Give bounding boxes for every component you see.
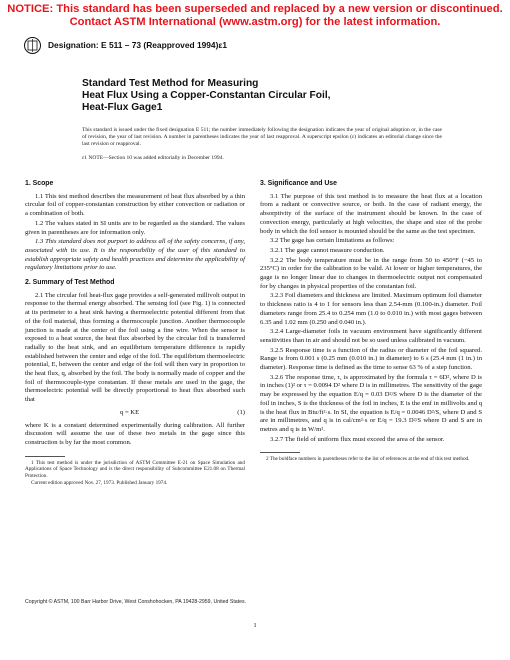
- footnotes-left: [25, 460, 245, 487]
- para-3-2-6: 3.2.6 The response time, τ, is approximated by the formula τ = 6D², where D is in inches (1)² or τ = 0.0094 D² where D is in millimetres. The sensitivity of the gage may be expressed by the equation E/q = 0.03 D²/S where D is the diameter of the foil in inches, S is the thickness of the foil in inches, E is the emf in millivolts and q is the heat flux in Btu/ft²·s. In SI, the equation is E/q = 0.0046 D²/S, where D and S are in millimetres, and q is in cal/cm²·s or E/q = 19.3 D²/S where D and S are in metres and q is in W/m².: [260, 373, 482, 433]
- notice-line-2: Contact ASTM International (www.astm.org) for the latest information.: [69, 16, 441, 28]
- footnote-1: 1 This test method is under the jurisdiction of ASTM Committee E-21 on Space Simulation and Applications of Space Technology and is the direct responsibility of Subcommittee E21.08 on Thermal Protection.: [25, 459, 245, 479]
- designation: Designation: E 511 – 73 (Reapproved 1994)ε1: [48, 40, 227, 50]
- issued-statement: This standard is issued under the fixed designation E 511; the number immediately following the designation indicates the year of original adoption or, in the case of revision, the year of last revision. A number in parentheses indicates the year of last reapproval. A superscript epsilon (ε) indicates an editorial change since the last revision or reapproval.: [82, 127, 442, 147]
- para-3-2-4: 3.2.4 Large-diameter foils in vacuum environment have significantly different sensitivities than in air and should not be so used unless calibrated in vacuum.: [260, 328, 482, 344]
- para-3-2-2: 3.2.2 The body temperature must be in the range from 50 to 450°F (−45 to 235°C) in order for the calibration to be valid. At lower or higher temperatures, the gage is no longer linear due to changes in thermoelectric output not compensated for by changes in physical properties of the constantan foil.: [260, 256, 482, 290]
- notice-line-1: NOTICE: This standard has been superseded and replaced by a new version or discontinued.: [7, 3, 503, 15]
- equation-1: [25, 409, 245, 418]
- footnotes-right: [260, 456, 482, 462]
- equation-text: q = KE: [120, 408, 140, 416]
- para-1-3: 1.3 This standard does not purport to address all of the safety concerns, if any, associated with its use. It is the responsibility of the user of this standard to establish appropriate safety and health practices and determine the applicability of regulatory limitations prior to use.: [25, 238, 245, 272]
- summary-heading: 2. Summary of Test Method: [25, 279, 115, 287]
- copyright-line: Copyright © ASTM, 100 Barr Harbor Drive, West Conshohocken, PA 19428-2959, United States.: [25, 599, 247, 605]
- document-title: [82, 78, 442, 114]
- para-2-1: 2.1 The circular foil heat-flux gage provides a self-generated millivolt output in response to the thermal energy absorbed. The sensing foil (see Fig. 1) is connected at its perimeter to a heat sink having a thermoelectric potential different from that of the foil material, thus forming a thermocouple junction. Another thermocouple junction is made at the center of the foil using a fine wire. When the sensor is exposed to a heat source, the heat flux absorbed by the circular foil is transferred radially to the heat sink, and an equilibrium temperature difference is rapidly established between the center and edge of the foil. The equilibrium thermoelectric potential, E, between the center and edge of the foil will then vary in proportion to the heat flux, q, absorbed by the foil. The body is normally made of copper and the foil of thermocouple-type constantan. If these metals are used in the gage, the thermoelectric potential will be directly proportional to heat flux absorbed such that: [25, 291, 245, 404]
- astm-logo-icon: [24, 36, 41, 55]
- para-2-after: where K is a constant determined experimentally during calibration. All further discussion will assume the use of these two metals in the gage since this construction is by far the most common.: [25, 421, 245, 446]
- title-line-1: Standard Test Method for Measuring: [82, 78, 259, 89]
- superseded-notice: [0, 3, 510, 29]
- footnote-divider-right: [260, 452, 300, 453]
- para-3-2-7: 3.2.7 The field of uniform flux must exceed the area of the sensor.: [270, 435, 445, 443]
- left-column: [25, 178, 245, 487]
- right-column: [260, 178, 482, 464]
- page-number: 1: [253, 622, 257, 629]
- scope-heading: 1. Scope: [25, 180, 54, 187]
- footnote-1b: Current edition approved Nov. 27, 1973. Published January 1974.: [31, 479, 168, 486]
- footnote-2: 2 The boldface numbers in parentheses refer to the list of references at the end of this test method.: [266, 456, 470, 463]
- para-3-2-1: 3.2.1 The gage cannot measure conduction.: [270, 246, 385, 254]
- editorial-note: ε1 NOTE—Section 10 was added editorially in December 1994.: [82, 155, 224, 161]
- title-line-3: Heat-Flux Gage1: [82, 102, 163, 113]
- para-1-2: 1.2 The values stated in SI units are to be regarded as the standard. The values given in parentheses are for information only.: [25, 219, 245, 236]
- equation-number: (1): [237, 408, 245, 416]
- footnote-divider: [25, 456, 65, 457]
- para-3-2-3: 3.2.3 Foil diameters and thickness are limited. Maximum optimum foil diameter to thickness ratio is 4 to 1 for sensors less than 2.54-mm (0.100-in.) diameter. Foil diameters range from 25.4 to 0.254 mm (1.0 to 0.010 in.) with most gages between 6.35 and 1.02 mm (0.250 and 0.040 in.).: [260, 292, 482, 326]
- para-3-2: 3.2 The gage has certain limitations as follows:: [270, 237, 395, 245]
- para-3-1: 3.1 The purpose of this test method is to measure the heat flux at a location from a radiant or convective source, or both. In the case of radiant energy, the absorptivity of the surface of the instrument should be known. In the case of convection energy, particularly at high velocities, the shape and size of the probe body in which the foil sensor is mounted should be the same as the test specimen.: [260, 192, 482, 235]
- significance-heading: 3. Significance and Use: [260, 180, 337, 187]
- title-line-2: Heat Flux Using a Copper-Constantan Circular Foil,: [82, 90, 331, 101]
- para-3-2-5: 3.2.5 Response time is a function of the radius or diameter of the foil squared. Range is from 0.001 s (0.25 mm (0.010 in.) in diameter) to 6 s (25.4 mm (1 in.) in diameter). Response time is defined as the time to sense 63 % of a step function.: [260, 346, 482, 372]
- para-1-1: 1.1 This test method describes the measurement of heat flux absorbed by a thin circular foil of copper-constantan construction by either convection or radiation or a combination of both.: [25, 192, 245, 218]
